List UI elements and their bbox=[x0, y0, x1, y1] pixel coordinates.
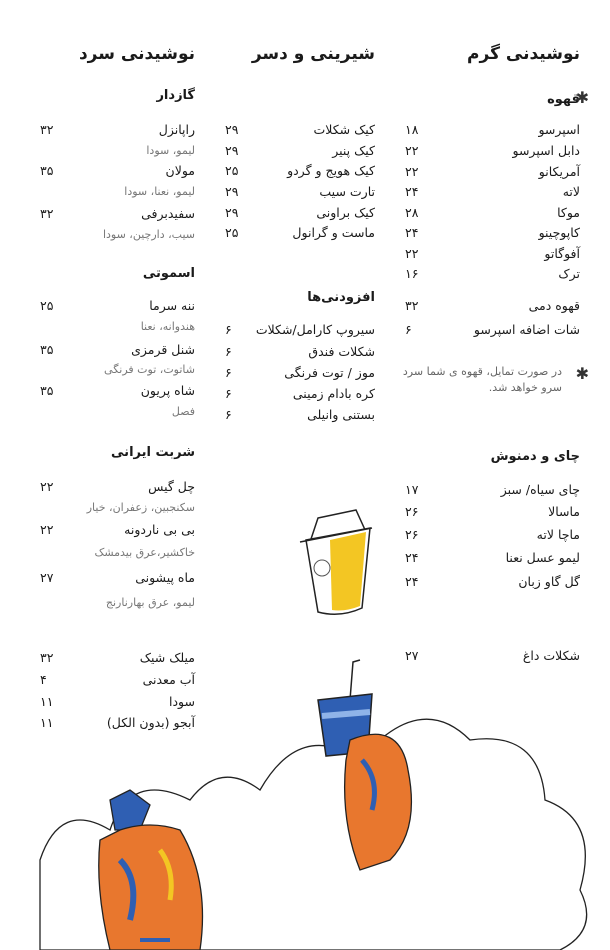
dessert-title: شیرینی و دسر bbox=[251, 44, 375, 64]
menu-item: آفوگاتو ۲۲ bbox=[405, 246, 580, 261]
menu-item: چای سیاه/ سبز ۱۷ bbox=[405, 482, 580, 497]
menu-item: آمریکانو ۲۲ bbox=[405, 164, 580, 179]
menu-item: مولان ۳۵ bbox=[40, 163, 195, 178]
menu-item: کیک شکلات ۲۹ bbox=[225, 122, 375, 137]
item-description: خاکشیر،عرق بیدمشک bbox=[94, 546, 195, 559]
menu-item: موز / توت فرنگی ۶ bbox=[225, 365, 375, 380]
star-icon: ✱ bbox=[575, 88, 589, 107]
item-description: لیمو، سودا bbox=[146, 144, 195, 157]
coffee-cup-illustration bbox=[300, 510, 372, 614]
menu-item: شکلات فندق ۶ bbox=[225, 344, 375, 359]
menu-item: راپانزل ۳۲ bbox=[40, 122, 195, 137]
item-description: سکنجبین، زعفران، خیار bbox=[86, 501, 195, 514]
menu-item: ماسالا ۲۶ bbox=[405, 504, 580, 519]
menu-item: ترک ۱۶ bbox=[405, 266, 580, 281]
sharbat-section-title: شربت ایرانی bbox=[111, 445, 195, 460]
coffee-section-title: قهوه bbox=[547, 92, 580, 107]
menu-item: کیک هویج و گردو ۲۵ bbox=[225, 163, 375, 178]
hot-drinks-title: نوشیدنی گرم bbox=[467, 44, 580, 64]
menu-item: کره بادام زمینی ۶ bbox=[225, 386, 375, 401]
menu-item: گل گاو زبان ۲۴ bbox=[405, 574, 580, 589]
menu-item: ماه پیشونی ۲۷ bbox=[40, 570, 195, 585]
menu-item: سیروپ کارامل/شکلات ۶ bbox=[225, 322, 375, 337]
menu-item: چل گیس ۲۲ bbox=[40, 479, 195, 494]
smoothie-section-title: اسموتی bbox=[142, 266, 195, 281]
tea-section-title: چای و دمنوش bbox=[490, 449, 580, 464]
menu-item: آب معدنی ۴ bbox=[40, 672, 195, 687]
item-description: سیب، دارچین، سودا bbox=[102, 228, 195, 241]
menu-item: شاه پریون ۳۵ bbox=[40, 383, 195, 398]
menu-item: ماچا لاته ۲۶ bbox=[405, 527, 580, 542]
menu-item: کیک براونی ۲۹ bbox=[225, 205, 375, 220]
menu-item: سفیدبرفی ۳۲ bbox=[40, 206, 195, 221]
iced-coffee-note: در صورت تمایل، قهوه ی شما سرد سرو خواهد شد. bbox=[402, 365, 562, 394]
menu-item: دابل اسپرسو ۲۲ bbox=[405, 143, 580, 158]
menu-item: ماست و گرانول ۲۵ bbox=[225, 225, 375, 240]
item-description: فصل bbox=[171, 405, 195, 418]
soda-section-title: گازدار bbox=[156, 88, 195, 103]
star-icon: ✱ bbox=[575, 364, 589, 383]
menu-item: تارت سیب ۲۹ bbox=[225, 184, 375, 199]
menu-item: موکا ۲۸ bbox=[405, 205, 580, 220]
menu-item: کیک پنیر ۲۹ bbox=[225, 143, 375, 158]
menu-item: سودا ۱۱ bbox=[40, 694, 195, 709]
item-description: لیمو، نعنا، سودا bbox=[124, 185, 195, 198]
menu-item: کاپوچینو ۲۴ bbox=[405, 225, 580, 240]
menu-item: بی بی ناردونه ۲۲ bbox=[40, 522, 195, 537]
menu-item: لاته ۲۴ bbox=[405, 184, 580, 199]
menu-item: قهوه دمی ۳۲ bbox=[405, 298, 580, 313]
cold-drinks-title: نوشیدنی سرد bbox=[78, 44, 195, 64]
menu-item: ننه سرما ۲۵ bbox=[40, 298, 195, 313]
addons-section-title: افزودنی‌ها bbox=[307, 290, 375, 305]
menu-item: میلک شیک ۳۲ bbox=[40, 650, 195, 665]
menu-item: شات اضافه اسپرسو ۶ bbox=[405, 322, 580, 337]
menu-item: شنل قرمزی ۳۵ bbox=[40, 342, 195, 357]
item-description: هندوانه، نعنا bbox=[140, 320, 195, 333]
menu-item: بستنی وانیلی ۶ bbox=[225, 407, 375, 422]
menu-item: آبجو (بدون الکل) ۱۱ bbox=[40, 715, 195, 730]
item-description: لیمو، عرق بهارنارنج bbox=[105, 596, 195, 609]
item-description: شاتوت، توت فرنگی bbox=[104, 363, 195, 376]
menu-item: لیمو عسل نعنا ۲۴ bbox=[405, 550, 580, 565]
menu-item: اسپرسو ۱۸ bbox=[405, 122, 580, 137]
menu-item: شکلات داغ ۲۷ bbox=[405, 648, 580, 663]
